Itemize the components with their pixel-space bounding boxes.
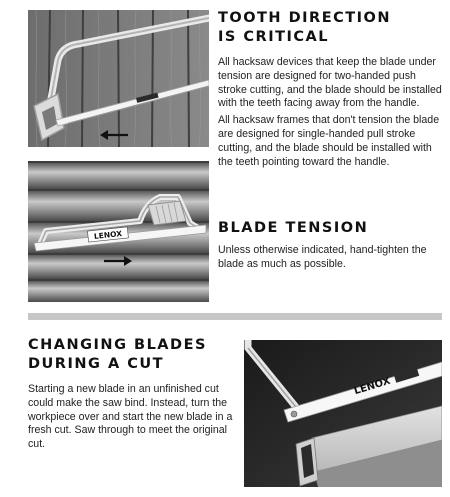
blade-tension-paragraph: Unless otherwise indicated, hand-tighten the blade as much as possible. (218, 244, 427, 270)
blade-tension-heading: BLADE TENSION (218, 220, 369, 236)
photo-square-tube-cut (244, 340, 442, 487)
section-divider (28, 313, 442, 320)
tooth-direction-section (218, 9, 442, 169)
changing-blades-heading (28, 336, 234, 374)
heading-line: TOOTH DIRECTION (218, 10, 392, 26)
lenox-blade-label-3: LENOX (352, 375, 392, 398)
tooth-direction-paragraph-2: All hacksaw frames that don't tension the blade are designed for single-handed pull stroke cutting, and the blade should be installed with the teeth pointing toward the handle. (218, 114, 440, 168)
changing-blades-section (28, 336, 234, 452)
blade-tension-section (218, 219, 442, 272)
changing-blades-paragraph: Starting a new blade in an unfinished cut could make the saw bind. Instead, turn the workpiece over and start the new blade in a fresh cut. Saw through to meet the original cut. (28, 383, 233, 451)
photo-tensioned-hacksaw (28, 10, 209, 147)
heading-line: DURING A CUT (28, 356, 165, 372)
lenox-blade-label-2: LENOX (93, 229, 123, 241)
tooth-direction-heading (218, 9, 442, 47)
heading-line: CHANGING BLADES (28, 337, 207, 353)
photo-pull-stroke-hacksaw (28, 161, 209, 302)
heading-line: IS CRITICAL (218, 29, 329, 45)
tooth-direction-paragraph-1: All hacksaw devices that keep the blade under tension are designed for two-handed push stroke cutting, and the blade should be installed with the teeth facing away from the handle. (218, 56, 442, 110)
